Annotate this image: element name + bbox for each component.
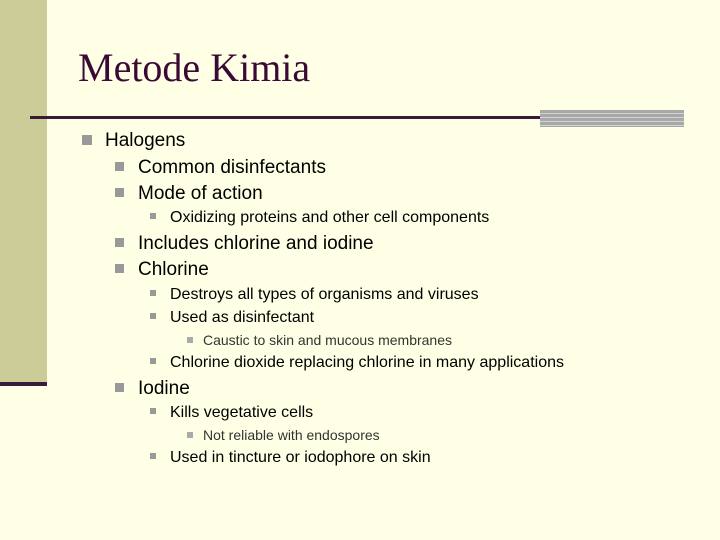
bullet-square-icon (150, 408, 156, 414)
left-accent-bar-tip (0, 382, 47, 386)
bullet-square-icon (115, 264, 124, 273)
bullet-item: Common disinfectants (115, 157, 326, 179)
bullet-square-icon (150, 453, 156, 459)
bullet-item: Kills vegetative cells (150, 404, 313, 422)
bullet-item: Chlorine dioxide replacing chlorine in many applications (150, 354, 564, 372)
left-accent-bar (0, 0, 47, 382)
bullet-item: Mode of action (115, 183, 263, 205)
bullet-square-icon (82, 135, 92, 145)
bullet-item: Halogens (82, 130, 185, 152)
bullet-item: Caustic to skin and mucous membranes (187, 332, 452, 348)
bullet-square-icon (115, 238, 124, 247)
bullet-item: Includes chlorine and iodine (115, 233, 374, 255)
bullet-square-icon (150, 290, 156, 296)
bullet-square-icon (115, 162, 124, 171)
bullet-square-icon (150, 313, 156, 319)
bullet-square-icon (150, 358, 156, 364)
bullet-square-icon (187, 337, 193, 343)
bullet-square-icon (115, 383, 124, 392)
bullet-item: Destroys all types of organisms and viruses (150, 286, 479, 304)
bullet-item: Used as disinfectant (150, 309, 314, 327)
slide-title: Metode Kimia (78, 45, 311, 90)
bullet-item: Used in tincture or iodophore on skin (150, 449, 431, 467)
title-divider (30, 116, 540, 119)
bullet-item: Iodine (115, 378, 190, 400)
bullet-square-icon (150, 213, 156, 219)
bullet-item: Not reliable with endospores (187, 427, 380, 443)
title-divider-accent (540, 110, 684, 127)
bullet-item: Oxidizing proteins and other cell components (150, 209, 489, 227)
bullet-item: Chlorine (115, 259, 209, 281)
bullet-square-icon (115, 188, 124, 197)
bullet-square-icon (187, 432, 193, 438)
